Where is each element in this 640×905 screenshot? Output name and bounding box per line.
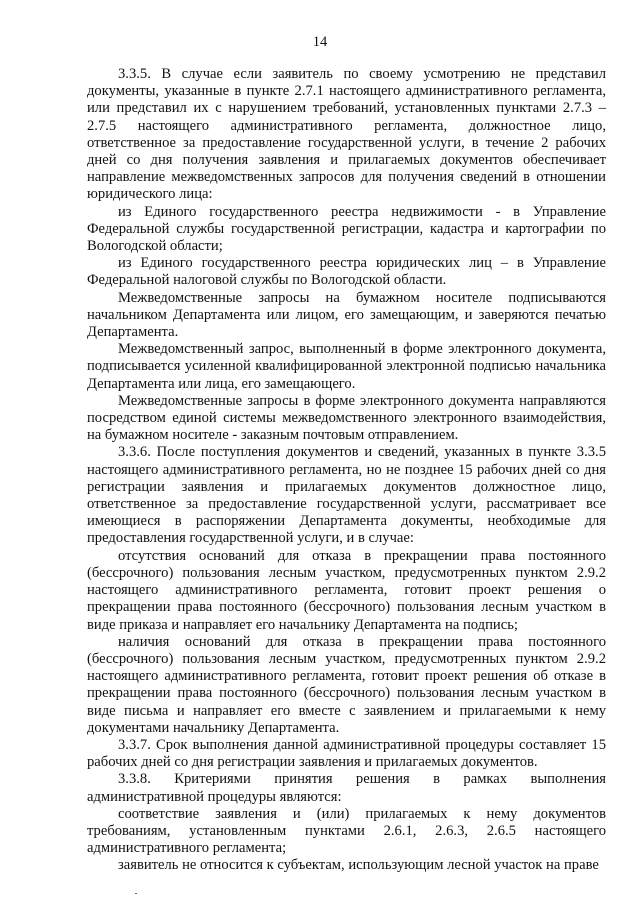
paragraph-paper-requests: Межведомственные запросы на бумажном носителе подписываются начальником Департамента или лицом, его замещающим, и заверяются печатью Департамента. xyxy=(87,289,606,341)
paragraph-3-3-8: 3.3.8. Критериями принятия решения в рамках выполнения административной процедуры являются: xyxy=(87,771,606,805)
paragraph-egrul-request: из Единого государственного реестра юридических лиц – в Управление Федеральной налоговой службы по Вологодской области. xyxy=(87,255,606,289)
paragraph-criterion-applicant: заявитель не относится к субъектам, использующим лесной участок на праве xyxy=(118,857,599,874)
paragraph-electronic-request-signature: Межведомственный запрос, выполненный в форме электронного документа, подписывается усиленной квалифицированной электронной подписью начальника Департамента или лица, его замещающего. xyxy=(87,341,606,392)
page-number: 14 xyxy=(312,34,328,50)
paragraph-3-3-7: 3.3.7. Срок выполнения данной административной процедуры составляет 15 рабочих дней со дня регистрации заявления и прилагаемых документов. xyxy=(87,736,606,771)
paragraph-electronic-request-delivery: Межведомственные запросы в форме электронного документа направляются посредством единой системы межведомственного электронного взаимодействия, на бумажном носителе - заказным почтовым отправлением. xyxy=(87,392,606,444)
scan-speck xyxy=(135,893,137,894)
paragraph-egrn-request: из Единого государственного реестра недвижимости - в Управление Федеральной службы государственной регистрации, кадастра и картографии по Вологодской области; xyxy=(87,203,606,255)
document-body xyxy=(87,66,606,875)
paragraph-criterion-compliance: соответствие заявления и (или) прилагаемых к нему документов требованиям, установленным пунктами 2.6.1, 2.6.3, 2.6.5 настоящего административного регламента; xyxy=(87,805,606,857)
paragraph-grounds-for-refusal: наличия оснований для отказа в прекращении права постоянного (бессрочного) пользования лесным участком, предусмотренных пунктом 2.9.2 настоящего административного регламента, готовит проект решения об отказе в прекращении права постоянного (бессрочного) пользования лесным участком в виде письма и направляет его вместе с заявлением и прилагаемыми к нему документами начальнику Департамента. xyxy=(87,633,606,736)
paragraph-3-3-6: 3.3.6. После поступления документов и сведений, указанных в пункте 3.3.5 настоящего административного регламента, но не позднее 15 рабочих дней со дня регистрации заявления и прилагаемых документов должностное лицо, ответственное за предоставление государственной услуги, рассматривает все имеющиеся в распоряжении Департамента документы, необходимые для предоставления государственной услуги, и в случае: xyxy=(87,444,606,547)
paragraph-3-3-5: 3.3.5. В случае если заявитель по своему усмотрению не представил документы, указанные в пункте 2.7.1 настоящего административного регламента, или представил их с нарушением требований, установленных пунктами 2.7.3 – 2.7.5 настоящего административного регламента, должностное лицо, ответственное за предоставление государственной услуги, в течение 2 рабочих дней со дня получения заявления и прилагаемых документов обеспечивает направление межведомственных запросов для получения сведений в отношении юридического лица: xyxy=(87,66,606,203)
paragraph-no-grounds-for-refusal: отсутствия оснований для отказа в прекращении права постоянного (бессрочного) пользования лесным участком, предусмотренных пунктом 2.9.2 настоящего административного регламента, готовит проект решения о прекращении права постоянного (бессрочного) пользования лесным участком в виде приказа и направляет его начальнику Департамента на подпись; xyxy=(87,547,606,633)
